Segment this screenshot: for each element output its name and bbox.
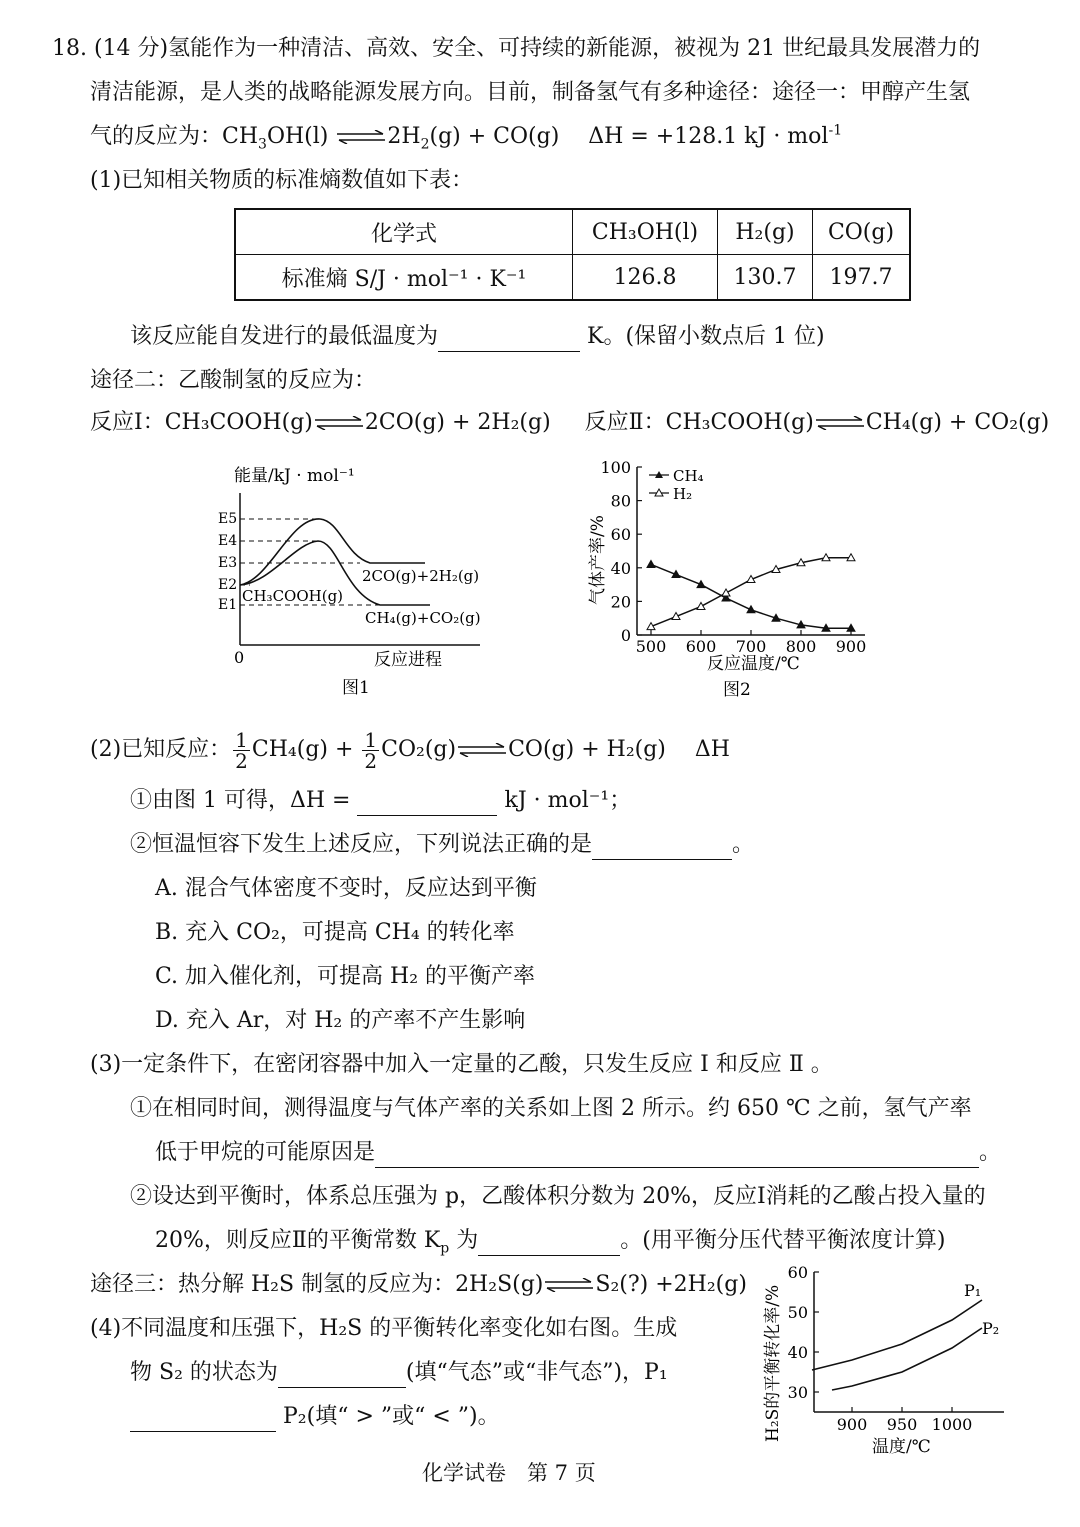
table-header-formula: 化学式 [235,209,573,255]
option-d: D. 充入 Ar，对 H₂ 的产率不产生影响 [155,1008,526,1033]
fig1-label-ch4-co2: CH₄(g)+CO₂(g) [365,609,481,627]
table-cell-co: 197.7 [813,255,911,301]
entropy-table [234,208,911,301]
part3-q1-text: 低于甲烷的可能原因是 [155,1140,376,1165]
fig3-xlabel: 温度/℃ [872,1437,931,1457]
part4-pressure-hint: P₂(填“ > ”或“ < ”)。 [283,1404,500,1429]
answer-blank-pressure[interactable] [130,1409,276,1432]
part2-q2-text: ②恒温恒容下发生上述反应，下列说法正确的是 [130,832,593,857]
intro-formula-b: OH(l) [266,124,329,149]
equilibrium-arrow-icon [456,743,508,757]
fig1-origin: 0 [234,648,245,667]
fig3-ytick-label: 40 [787,1343,808,1362]
option-c: C. 加入催化剂，可提高 H₂ 的平衡产率 [155,964,536,989]
part4-state-hint: (填“气态”或“非气态”)，P₁ [405,1360,668,1385]
part2-q1-unit: kJ · mol⁻¹； [504,788,632,813]
answer-blank-delta-h[interactable] [357,793,497,816]
fraction-denominator: 2 [364,748,378,773]
question-intro-line1: 18. (14 分)氢能作为一种清洁、高效、安全、可持续的新能源，被视为 21 世纪最具发展潜力的 [52,36,981,61]
table-row [235,255,910,301]
reaction2-right: CH₄(g) + CO₂(g) [865,410,1050,435]
table-row-label: 标准熵 S/J · mol⁻¹ · K⁻¹ [235,255,573,301]
fig1-xlabel: 反应进程 [374,650,442,670]
fig3-label-p2: P₂ [982,1319,1000,1338]
fig2-ytick-label: 100 [600,458,631,477]
part2-heading [90,728,730,772]
part4-line2 [130,1358,668,1388]
answer-blank-choice[interactable] [592,837,732,860]
fig3-xtick-label: 950 [886,1415,918,1434]
answer-blank-kp[interactable] [478,1233,620,1256]
part2-text-a: (2)已知反应： [90,737,232,762]
fig2-legend-h2: H₂ [673,485,693,503]
fig1-title: 图1 [342,678,370,698]
fig3-xtick-label: 900 [836,1415,868,1434]
fig1-ylabel: 能量/kJ · mol⁻¹ [234,466,355,486]
fig1-level-e5: E5 [218,511,238,527]
fig2-xtick-label: 500 [635,637,667,656]
equilibrium-arrow-icon [313,416,365,430]
part3-q1-line1: ①在相同时间，测得温度与气体产率的关系如上图 2 所示。约 650 ℃ 之前，氢气产率 [130,1096,972,1121]
part4-line1: (4)不同温度和压强下，H₂S 的平衡转化率变化如右图。生成 [90,1316,678,1341]
fig2-title: 图2 [723,680,751,700]
figure1-energy-diagram [210,455,510,705]
part3-q2-line2: 20%，则反应Ⅱ的平衡常数 $K_p$ 为 。(用平衡分压代替平衡浓度计算) [155,1228,946,1257]
part3-q1-line2 [155,1138,1001,1168]
option-a: A. 混合气体密度不变时，反应达到平衡 [155,876,537,901]
fig3-curve-p1 [812,1300,982,1370]
fig2-ylabel: 气体产率/% [588,515,608,605]
answer-blank-reason[interactable] [375,1145,979,1168]
figure3-h2s-conversion-chart [752,1262,1022,1462]
fraction-half [362,727,379,773]
fig2-legend [649,467,704,503]
fig3-ytick-label: 60 [787,1263,808,1282]
fig2-series-line-ch4 [651,564,851,628]
part1-question [130,322,825,352]
intro-formula-a: 气的反应为：CH [90,124,259,149]
part2-q1-text: ①由图 1 可得，ΔH = [130,788,351,813]
route3-right: S₂(?) +2H₂(g) [595,1272,747,1297]
figure2-yield-chart [585,455,885,705]
part2-text-d: CO(g) + H₂(g) ΔH [508,737,730,762]
fig2-xtick-label: 900 [835,637,867,656]
fig2-point-h2 [697,602,705,609]
page-footer: 化学试卷 第 7 页 [422,1461,596,1485]
part3-q1-end: 。 [979,1140,1002,1165]
fig3-label-p1: P₁ [964,1281,982,1300]
reactions-line [90,408,1049,438]
part2-q2-end: 。 [732,832,755,857]
fig3-ylabel: H₂S的平衡转化率/% [763,1284,783,1442]
fig2-ytick-label: 0 [620,626,631,645]
fig2-ytick-label: 60 [610,525,631,545]
answer-blank-temperature[interactable] [438,329,580,352]
fig2-xtick-label: 800 [785,637,817,656]
route3-heading [90,1270,747,1300]
fig2-xtick-label: 700 [735,637,767,656]
table-header-ch3oh: CH₃OH(l) [573,209,718,255]
table-cell-h2: 130.7 [718,255,813,301]
reaction1-right: 2CO(g) + 2H₂(g) [364,410,551,435]
fraction-numerator: 1 [235,727,248,752]
table-row [235,209,910,255]
fig2-point-ch4 [647,560,655,567]
part3-q2-line1: ②设达到平衡时，体系总压强为 p，乙酸体积分数为 20%，反应Ⅰ消耗的乙酸占投入量的 [130,1184,986,1209]
fig2-point-h2 [722,589,730,596]
fig1-level-e1: E1 [218,597,238,613]
part4-line3 [130,1402,500,1432]
reaction2-left: 反应Ⅱ：CH₃COOH(g) [584,410,814,435]
part2-text-b: CH₄(g) + [251,737,354,762]
table-cell-ch3oh: 126.8 [573,255,718,301]
fig2-legend-ch4: CH₄ [673,467,704,485]
fraction-numerator: 1 [364,727,378,752]
intro-formula-c: 2H [387,124,421,149]
part3-q2-note: 。(用平衡分压代替平衡浓度计算) [620,1228,946,1253]
fig3-xtick-label: 1000 [931,1415,973,1434]
part4-state-text: 物 S₂ 的状态为 [130,1360,278,1385]
part2-text-c: CO₂(g) [381,737,457,762]
fig2-ytick-label: 40 [610,558,631,578]
fig3-ytick-label: 50 [787,1303,808,1322]
part3-q2-text: 20%，则反应Ⅱ的平衡常数 K [155,1228,441,1253]
fraction-denominator: 2 [235,748,248,773]
fig2-ytick-label: 20 [610,592,631,612]
fig2-ytick-label: 80 [610,491,631,511]
part2-q1 [130,786,631,816]
route2-heading: 途径二：乙酸制氢的反应为： [90,368,377,393]
equilibrium-arrow-icon [543,1278,595,1292]
equilibrium-arrow-icon [335,130,387,144]
equilibrium-arrow-icon [814,416,866,430]
fraction-half [233,727,250,773]
part1-heading: (1)已知相关物质的标准熵数值如下表： [90,168,474,193]
fig1-label-ch3cooh: CH₃COOH(g) [242,587,344,605]
part2-q2 [130,830,754,860]
fig1-level-e4: E4 [218,533,238,549]
part3-heading: (3)一定条件下，在密闭容器中加入一定量的乙酸，只发生反应 Ⅰ 和反应 Ⅱ 。 [90,1052,833,1077]
answer-blank-state[interactable] [278,1365,406,1388]
route3-left: 途径三：热分解 H₂S 制氢的反应为：2H₂S(g) [90,1272,544,1297]
question-intro-line2: 清洁能源，是人类的战略能源发展方向。目前，制备氢气有多种途径：途径一：甲醇产生氢 [90,80,971,105]
fig3-ytick-label: 30 [787,1383,808,1402]
table-header-h2: H₂(g) [718,209,813,255]
part1-question-text: 该反应能自发进行的最低温度为 [130,324,439,349]
table-header-co: CO(g) [813,209,911,255]
fig1-level-e3: E3 [218,555,238,571]
fig1-label-co-h2: 2CO(g)+2H₂(g) [362,567,480,585]
part1-question-unit: K。(保留小数点后 1 位) [587,324,825,349]
fig2-xlabel: 反应温度/℃ [707,654,800,674]
intro-formula-d: (g) + CO(g) ΔH = +128.1 kJ · mol [429,124,829,149]
fig2-xtick-label: 600 [685,637,717,656]
option-b: B. 充入 CO₂，可提高 CH₄ 的转化率 [155,920,515,945]
part3-q2-wei: 为 [456,1228,479,1253]
fig1-level-e2: E2 [218,577,238,593]
reaction1-left: 反应Ⅰ：CH₃COOH(g) [90,410,313,435]
fig2-series-line-h2 [651,558,851,627]
question-intro-line3: 气的反应为：$CH_3OH(l) 2H_2(g) + CO(g)$ ΔH = +128.1 kJ · mol$^{-1}$ [90,122,843,153]
